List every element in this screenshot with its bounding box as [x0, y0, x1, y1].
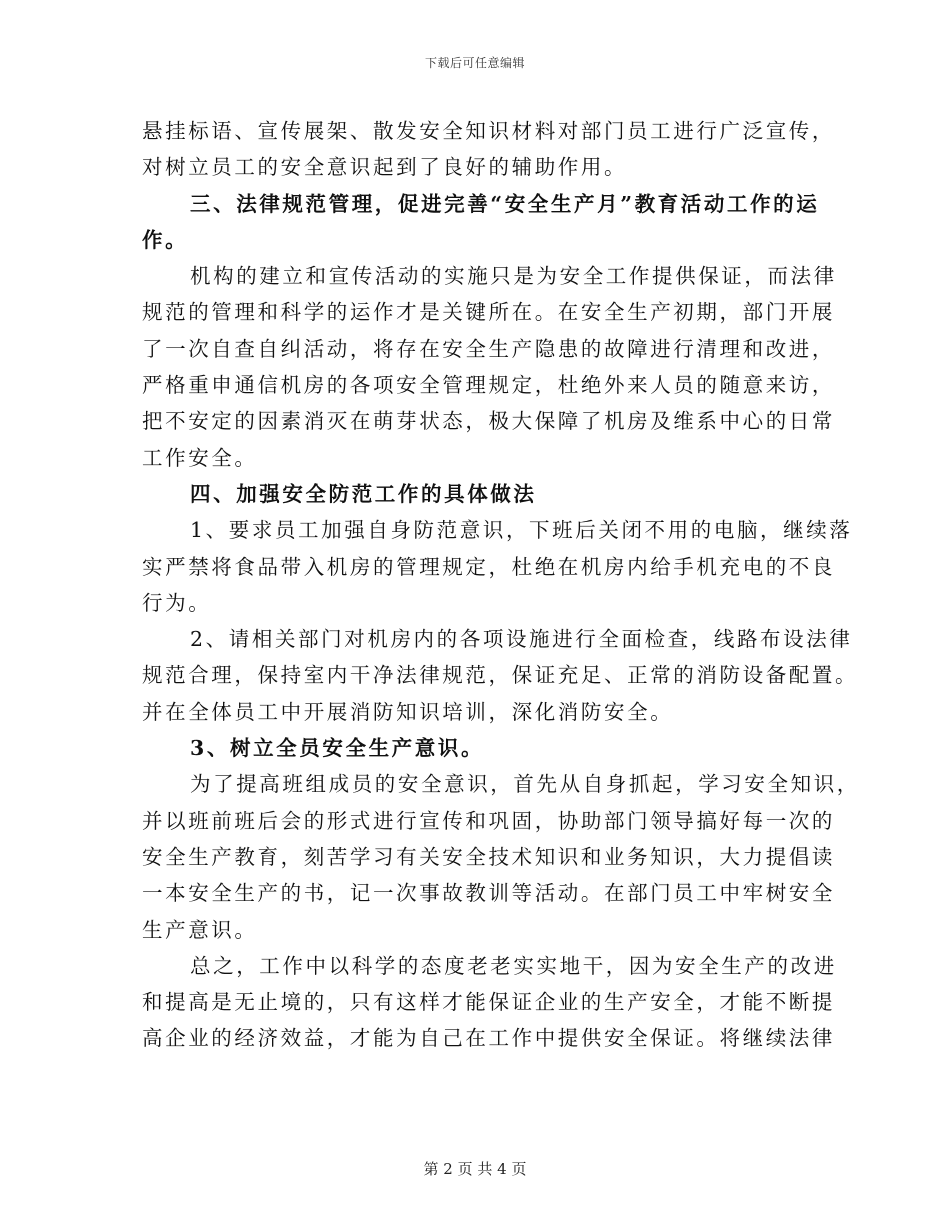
- body-line: 规范合理，保持室内干净法律规范，保证充足、正常的消防设备配置。: [142, 663, 859, 688]
- body-line: 和提高是无止境的，只有这样才能保证企业的生产安全，才能不断提: [142, 990, 835, 1015]
- document-body: [142, 113, 860, 1057]
- body-line: 生产意识。: [142, 917, 258, 942]
- body-line: 机构的建立和宣传活动的实施只是为安全工作提供保证，而法律: [190, 264, 837, 289]
- body-line: 工作安全。: [142, 445, 258, 470]
- body-line: 悬挂标语、宣传展架、散发安全知识材料对部门员工进行广泛宣传，: [142, 119, 835, 143]
- section-heading-3-cont: 作。: [142, 227, 189, 252]
- page-header: 下载后可任意编辑: [424, 56, 525, 70]
- body-line: 并以班前班后会的形式进行宣传和巩固，协助部门领导搞好每一次的: [142, 808, 835, 833]
- conclusion-line: 总之，工作中以科学的态度老老实实地干，因为安全生产的改进: [190, 953, 837, 978]
- body-line: 了一次自查自纠活动，将存在安全生产隐患的故障进行清理和改进，: [142, 336, 835, 361]
- list-item-2: 2、请相关部门对机房内的各项设施进行全面检查，线路布设法律: [190, 627, 853, 652]
- body-line: 为了提高班组成员的安全意识，首先从自身抓起，学习安全知识，: [190, 772, 860, 797]
- body-line: 对树立员工的安全意识起到了良好的辅助作用。: [142, 155, 628, 180]
- body-line: 高企业的经济效益，才能为自己在工作中提供安全保证。将继续法律: [142, 1026, 835, 1051]
- body-line: 严格重申通信机房的各项安全管理规定，杜绝外来人员的随意来访，: [142, 373, 835, 398]
- body-line: 并在全体员工中开展消防知识培训，深化消防安全。: [142, 699, 674, 724]
- body-line: 实严禁将食品带入机房的管理规定，杜绝在机房内给手机充电的不良: [142, 554, 835, 579]
- section-heading-4: 四、加强安全防范工作的具体做法: [190, 481, 537, 506]
- body-line: 安全生产教育，刻苦学习有关安全技术知识和业务知识，大力提倡读: [142, 844, 835, 869]
- list-item-1: 1、要求员工加强自身防范意识，下班后关闭不用的电脑，继续落: [190, 518, 853, 543]
- section-heading-3: 三、法律规范管理，促进完善“安全生产月”教育活动工作的运: [190, 191, 820, 216]
- body-line: 行为。: [142, 590, 212, 615]
- body-line: 一本安全生产的书，记一次事故教训等活动。在部门员工中牢树安全: [142, 881, 835, 906]
- body-line: 规范的管理和科学的运作才是关键所在。在安全生产初期，部门开展: [142, 300, 835, 325]
- list-item-3-heading: 3、树立全员安全生产意识。: [190, 736, 485, 761]
- body-line: 把不安定的因素消灭在萌芽状态，极大保障了机房及维系中心的日常: [142, 409, 835, 434]
- page-number: 第 2 页 共 4 页: [423, 1160, 527, 1178]
